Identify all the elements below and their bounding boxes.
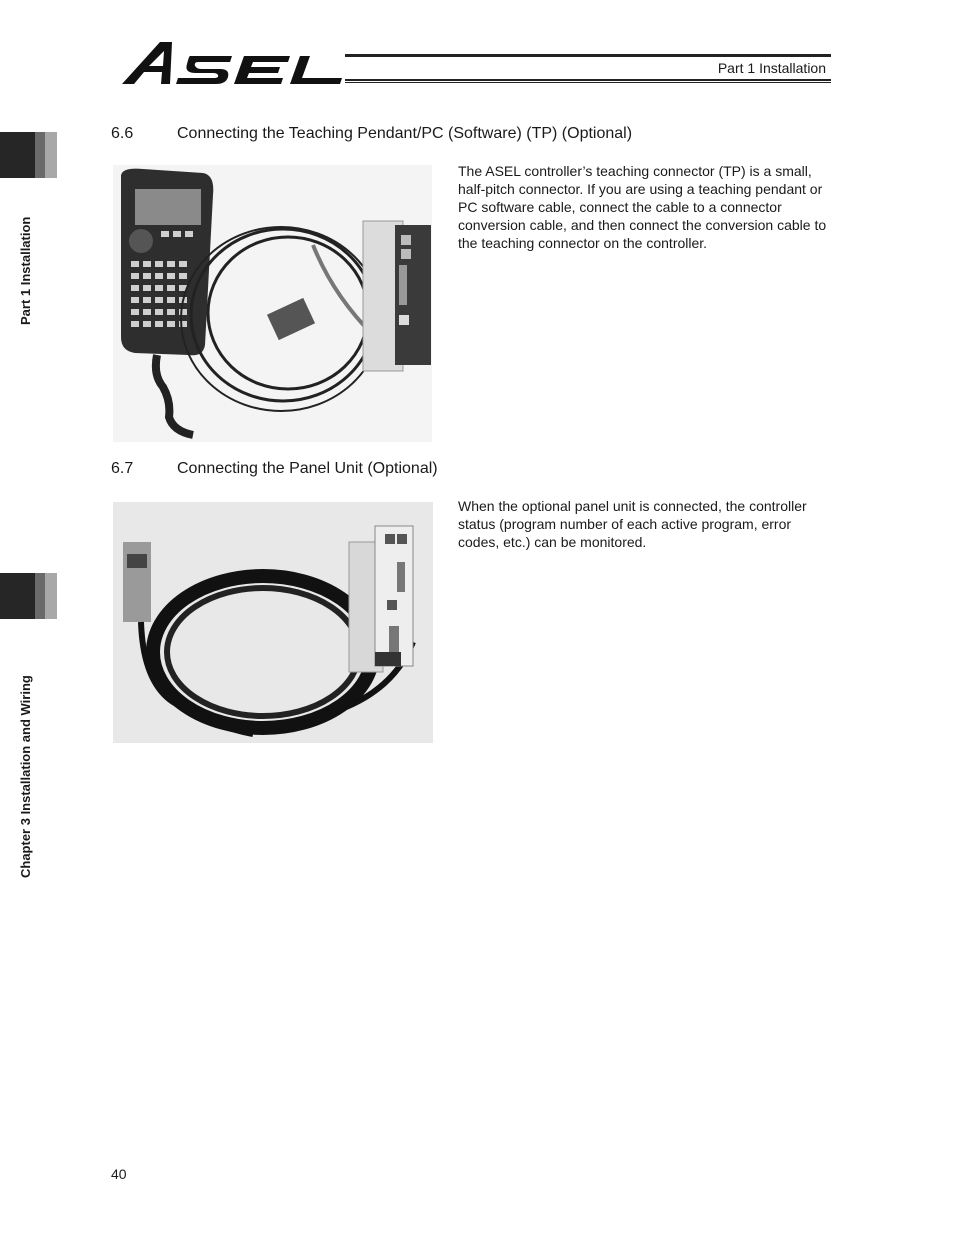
header-rule-bottom-thin xyxy=(345,82,831,83)
asel-logo xyxy=(120,38,350,90)
panel-unit-photo xyxy=(113,502,433,743)
section-6-7-body: When the optional panel unit is connected, the controller status (program number of each active program, error codes, etc.) can be monitored. xyxy=(458,498,807,550)
side-label-chapter: Chapter 3 Installation and Wiring xyxy=(18,675,33,878)
section-6-6-title: Connecting the Teaching Pendant/PC (Software) (TP) (Optional) xyxy=(177,125,633,142)
teaching-pendant-photo xyxy=(113,165,432,442)
header-rule-top xyxy=(345,54,831,57)
section-6-7-title: Connecting the Panel Unit (Optional) xyxy=(177,460,438,477)
side-tab-chapter xyxy=(0,573,57,619)
header-part-label: Part 1 Installation xyxy=(717,60,826,76)
side-label-part: Part 1 Installation xyxy=(18,216,33,325)
header-rule-bottom xyxy=(345,79,831,81)
page-number: 40 xyxy=(111,1166,127,1182)
side-tab-part xyxy=(0,132,57,178)
section-6-7-number: 6.7 xyxy=(111,460,134,477)
section-6-6-body: The ASEL controller’s teaching connector (TP) is a small, half-pitch connector. If you are using a teaching pendant or PC software cable, connect the cable to a connector conversion cable, and then connect the conversion cable to the teaching connector on the controller. xyxy=(458,163,827,251)
section-6-6-number: 6.6 xyxy=(111,125,134,142)
